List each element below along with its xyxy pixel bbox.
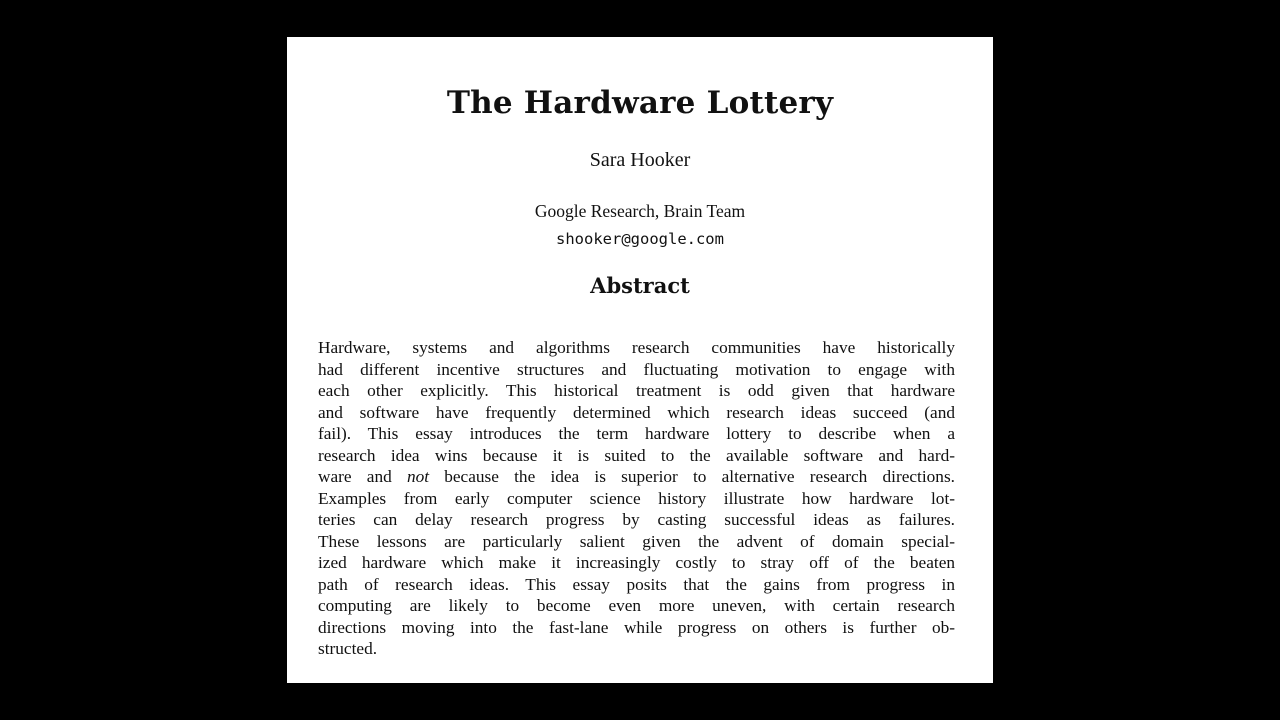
abstract-line-segment: ware and xyxy=(318,467,407,486)
abstract-line: teries can delay research progress by casting successful ideas as failures. xyxy=(318,510,955,529)
abstract-line: structed. xyxy=(318,639,378,658)
abstract-line-segment: because the idea is superior to alternative research directions. xyxy=(429,467,955,486)
abstract-line: ized hardware which make it increasingly costly to stray off of the beaten xyxy=(318,553,955,572)
abstract-line: These lessons are particularly salient given the advent of domain special- xyxy=(318,531,955,551)
abstract-body xyxy=(318,337,955,660)
abstract-line: research idea wins because it is suited to the available software and hard- xyxy=(318,445,955,465)
abstract-line: Hardware, systems and algorithms research communities have historically xyxy=(318,338,955,357)
abstract-line: each other explicitly. This historical treatment is odd given that hardware xyxy=(318,381,955,400)
paper-page xyxy=(287,37,993,683)
abstract-line: and software have frequently determined which research ideas succeed (and xyxy=(318,402,955,422)
author-affiliation: Google Research, Brain Team xyxy=(534,201,746,221)
paper-title: The Hardware Lottery xyxy=(446,85,834,121)
author-name: Sara Hooker xyxy=(589,149,691,171)
abstract-line: directions moving into the fast-lane while progress on others is further ob- xyxy=(318,617,955,637)
abstract-line: fail). This essay introduces the term hardware lottery to describe when a xyxy=(318,424,955,443)
emphasized-word: not xyxy=(406,467,430,486)
abstract-line: path of research ideas. This essay posits that the gains from progress in xyxy=(318,574,955,594)
abstract-line: had different incentive structures and fluctuating motivation to engage with xyxy=(318,359,955,379)
abstract-line: Examples from early computer science history illustrate how hardware lot- xyxy=(318,488,955,508)
abstract-heading: Abstract xyxy=(590,273,690,298)
abstract-line: computing are likely to become even more uneven, with certain research xyxy=(318,596,955,615)
author-email: shooker@google.com xyxy=(556,230,724,248)
abstract-line xyxy=(318,466,955,488)
